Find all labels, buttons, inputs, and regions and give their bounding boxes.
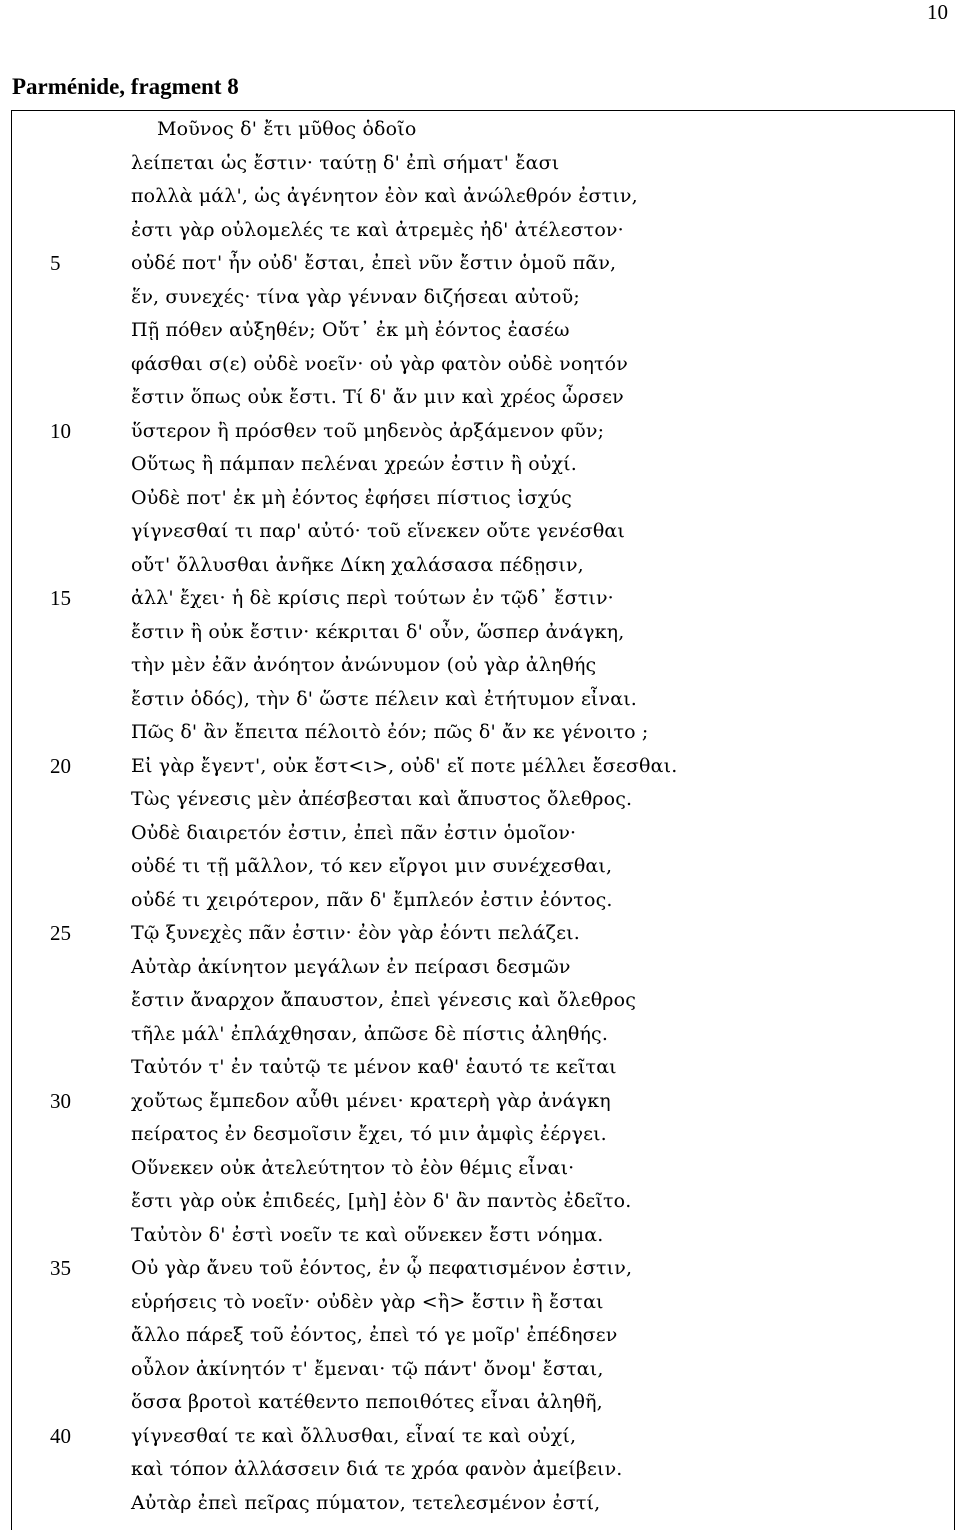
verse-text: Οὐ γὰρ ἄνευ τοῦ ἐόντος, ἐν ᾧ πεφατισμένον ἐστιν,: [131, 1257, 633, 1279]
verse-line: [0, 884, 960, 918]
verse-line: [0, 1420, 960, 1454]
verse-line: [0, 482, 960, 516]
verse-text: ἄλλο πάρεξ τοῦ ἐόντος, ἐπεὶ τό γε μοῖρ' ἐπέδησεν: [131, 1324, 618, 1346]
verse-text: πολλὰ μάλ', ὡς ἀγένητον ἐὸν καὶ ἀνώλεθρόν ἐστιν,: [131, 185, 638, 207]
verse-text: οὖλον ἀκίνητόν τ' ἔμεναι· τῷ πάντ' ὄνομ' ἔσται,: [131, 1357, 604, 1380]
verse-text: Ταὐτόν τ' ἐν ταὐτῷ τε μένον καθ' ἑαυτό τε κεῖται: [131, 1056, 617, 1078]
verse-line: [0, 783, 960, 817]
verse-text: οὐδέ ποτ' ἦν οὐδ' ἔσται, ἐπεὶ νῦν ἔστιν ὁμοῦ πᾶν,: [131, 252, 617, 274]
verse-line: [0, 549, 960, 583]
verse-line: [0, 582, 960, 616]
verse-text: οὐδέ τι χειρότερον, πᾶν δ' ἔμπλεόν ἐστιν ἐόντος.: [131, 888, 613, 911]
line-number: 10: [50, 418, 71, 443]
verse-line: [0, 1286, 960, 1320]
verse-line: [0, 616, 960, 650]
verse-text: ἔστι γὰρ οὐκ ἐπιδεές, [μὴ] ἐὸν δ' ἂν παντὸς ἐδεῖτο.: [131, 1190, 632, 1212]
verse-line: [0, 683, 960, 717]
verse-text: Αὐτὰρ ἀκίνητον μεγάλων ἐν πείρασι δεσμῶν: [131, 955, 571, 978]
verse-text: ἔστιν ὅπως οὐκ ἔστι. Τί δ' ἄν μιν καὶ χρέος ὦρσεν: [131, 386, 624, 408]
verse-line: [0, 1051, 960, 1085]
verse-text: Μοῦνος δ' ἔτι μῦθος ὁδοῖο: [157, 118, 417, 140]
verse-line: [0, 1085, 960, 1119]
verse-line: [0, 113, 960, 147]
verse-text: πείρατος ἐν δεσμοῖσιν ἔχει, τό μιν ἀμφὶς ἐέργει.: [131, 1123, 607, 1145]
verse-line: [0, 917, 960, 951]
verse-text: Οὕτως ἢ πάμπαν πελέναι χρεών ἐστιν ἢ οὐχί.: [131, 453, 577, 475]
verse-line: [0, 515, 960, 549]
verse-line: [0, 1386, 960, 1420]
line-number: 20: [50, 753, 71, 778]
verse-line: [0, 750, 960, 784]
verse-line: [0, 415, 960, 449]
verse-text: λείπεται ὡς ἔστιν· ταύτῃ δ' ἐπὶ σήματ' ἔασι: [131, 151, 560, 174]
verse-text: ἔστιν ἄναρχον ἄπαυστον, ἐπεὶ γένεσις καὶ ὄλεθρος: [131, 989, 637, 1011]
verse-line: [0, 951, 960, 985]
verse-text: ἀλλ' ἔχει· ἡ δὲ κρίσις περὶ τούτων ἐν τῷδ᾽ ἔστιν·: [131, 587, 614, 609]
line-number: 15: [50, 586, 71, 610]
line-number: 25: [50, 921, 71, 945]
verse-text: γίγνεσθαί τε καὶ ὄλλυσθαι, εἶναί τε καὶ οὐχί,: [131, 1424, 577, 1447]
verse-line: [0, 314, 960, 348]
verse-line: [0, 1353, 960, 1387]
line-number: 30: [50, 1088, 71, 1113]
verse-line: [0, 214, 960, 248]
verse-line: [0, 1185, 960, 1219]
verse-text: γίγνεσθαί τι παρ' αὐτό· τοῦ εἵνεκεν οὔτε γενέσθαι: [131, 520, 625, 542]
verse-text: καὶ τόπον ἀλλάσσειν διά τε χρόα φανὸν ἀμείβειν.: [131, 1458, 623, 1480]
verse-line: [0, 1219, 960, 1253]
verse-text: τὴν μὲν ἐᾶν ἀνόητον ἀνώνυμον (οὐ γὰρ ἀληθής: [131, 654, 597, 676]
verse-text: ἐστι γὰρ οὐλομελές τε καὶ ἀτρεμὲς ἠδ' ἀτέλεστον·: [131, 218, 624, 241]
verse-text: ὅσσα βροτοὶ κατέθεντο πεποιθότες εἶναι ἀληθῆ,: [131, 1391, 603, 1413]
verse-line: [0, 1118, 960, 1152]
verse-line: [0, 448, 960, 482]
verse-line: [0, 281, 960, 315]
verse-text: Πῶς δ' ἂν ἔπειτα πέλοιτὸ ἐόν; πῶς δ' ἄν κε γένοιτο ;: [131, 721, 649, 743]
page-title: Parménide, fragment 8: [12, 74, 239, 99]
verse-text: χοὔτως ἔμπεδον αὖθι μένει· κρατερὴ γὰρ ἀνάγκη: [131, 1089, 611, 1112]
verse-text: ἔστιν ἢ οὐκ ἔστιν· κέκριται δ' οὖν, ὥσπερ ἀνάγκη,: [131, 620, 625, 643]
verse-line: [0, 381, 960, 415]
verse-text: Οὕνεκεν οὐκ ἀτελεύτητον τὸ ἐὸν θέμις εἶναι·: [131, 1156, 575, 1179]
verse-text: εὑρήσεις τὸ νοεῖν· οὐδὲν γὰρ <ἢ> ἔστιν ἢ ἔσται: [131, 1290, 604, 1313]
verse-line: [0, 1152, 960, 1186]
verse-line: [0, 850, 960, 884]
verse-list: [0, 113, 960, 1520]
verse-text: Οὐδὲ διαιρετόν ἐστιν, ἐπεὶ πᾶν ἐστιν ὁμοῖον·: [131, 821, 577, 844]
verse-line: [0, 649, 960, 683]
verse-line: [0, 1487, 960, 1521]
verse-line: [0, 716, 960, 750]
line-number: 40: [50, 1423, 71, 1448]
verse-line: [0, 247, 960, 281]
line-number: 5: [50, 251, 61, 275]
verse-line: [0, 348, 960, 382]
line-number: 35: [50, 1256, 71, 1280]
verse-line: [0, 817, 960, 851]
verse-line: [0, 1453, 960, 1487]
verse-text: φάσθαι σ(ε) οὐδὲ νοεῖν· οὐ γὰρ φατὸν οὐδὲ νοητόν: [131, 352, 628, 375]
verse-line: [0, 147, 960, 181]
page-number: 10: [927, 0, 948, 24]
verse-text: ἕν, συνεχές· τίνα γὰρ γένναν διζήσεαι αὐτοῦ;: [131, 285, 580, 308]
verse-text: Αὐτὰρ ἐπεὶ πεῖρας πύματον, τετελεσμένον ἐστί,: [131, 1491, 601, 1514]
verse-text: τῆλε μάλ' ἐπλάχθησαν, ἀπῶσε δὲ πίστις ἀληθής.: [131, 1022, 609, 1045]
verse-text: Ταὐτὸν δ' ἐστὶ νοεῖν τε καὶ οὕνεκεν ἔστι νόημα.: [131, 1223, 604, 1246]
verse-text: οὐδέ τι τῇ μᾶλλον, τό κεν εἴργοι μιν συνέχεσθαι,: [131, 855, 613, 877]
verse-line: [0, 1018, 960, 1052]
verse-text: οὔτ' ὄλλυσθαι ἀνῆκε Δίκη χαλάσασα πέδῃσιν,: [131, 553, 584, 576]
verse-line: [0, 1319, 960, 1353]
verse-line: [0, 180, 960, 214]
verse-text: Εἰ γὰρ ἔγεντ', οὐκ ἔστ<ι>, οὐδ' εἴ ποτε μέλλει ἔσεσθαι.: [131, 754, 678, 777]
verse-text: Τῷ ξυνεχὲς πᾶν ἐστιν· ἐὸν γὰρ ἐόντι πελάζει.: [131, 922, 580, 944]
verse-text: Τὼς γένεσις μὲν ἀπέσβεσται καὶ ἄπυστος ὄλεθρος.: [131, 788, 633, 810]
verse-text: Πῇ πόθεν αὐξηθέν; Οὔτ᾽ ἐκ μὴ ἐόντος ἐασέω: [131, 319, 570, 341]
verse-line: [0, 984, 960, 1018]
verse-text: ἔστιν ὁδός), τὴν δ' ὥστε πέλειν καὶ ἐτήτυμον εἶναι.: [131, 687, 638, 710]
verse-line: [0, 1252, 960, 1286]
verse-text: Οὐδὲ ποτ' ἐκ μὴ ἐόντος ἐφήσει πίστιος ἰσχύς: [131, 486, 572, 509]
verse-text: ὕστερον ἢ πρόσθεν τοῦ μηδενὸς ἀρξάμενον φῦν;: [131, 419, 605, 442]
